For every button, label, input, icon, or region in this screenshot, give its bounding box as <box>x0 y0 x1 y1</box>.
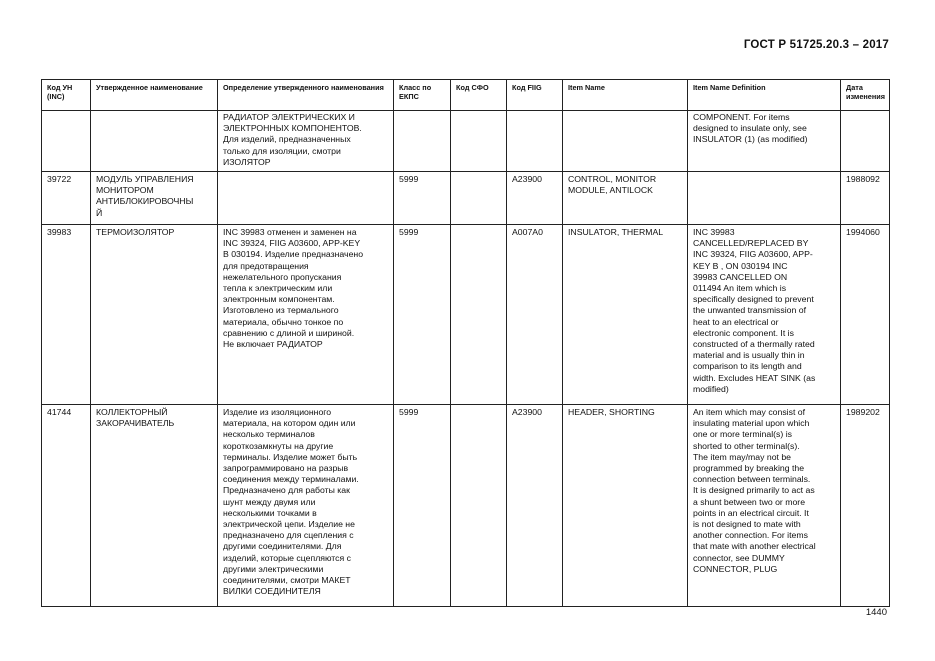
cell-change-date <box>841 111 890 172</box>
cell-item-name: HEADER, SHORTING <box>563 405 688 607</box>
cell-definition-ru: INC 39983 отменен и заменен на INC 39324, FIIG A03600, APP-KEY B 030194. Изделие предназначено для предотвращения нежелательного пропускания тепла к электрическим или электронным компонентам. Изготовлено из термального материала, обычно тонкое по сравнению с длиной и шириной. Не включает РАДИАТОР <box>218 225 394 405</box>
cell-inc: 39722 <box>42 172 91 225</box>
col-header-item-name: Item Name <box>563 80 688 111</box>
cell-item-definition <box>688 172 841 225</box>
cell-item-definition: INC 39983 CANCELLED/REPLACED BY INC 39324, FIIG A03600, APP- KEY B , ON 030194 INC 39983 CANCELLED ON 011494 An item which is specifically designed to prevent the unwanted transmission of heat to an electrical or electronic component. It is constructed of a thermally rated material and is usually thin in comparison to its length and width. Excludes HEAT SINK (as modified) <box>688 225 841 405</box>
col-header-ekps-class: Класс по ЕКПС <box>394 80 451 111</box>
col-header-name-ru: Утвержденное наименование <box>91 80 218 111</box>
cell-change-date: 1989202 <box>841 405 890 607</box>
col-header-definition-ru: Определение утвержденного наименования <box>218 80 394 111</box>
cell-change-date: 1994060 <box>841 225 890 405</box>
table-row <box>42 111 890 172</box>
cell-inc: 41744 <box>42 405 91 607</box>
col-header-item-definition: Item Name Definition <box>688 80 841 111</box>
cell-ekps-class: 5999 <box>394 405 451 607</box>
cell-fiig-code: A23900 <box>507 172 563 225</box>
table-row <box>42 172 890 225</box>
cell-item-definition: COMPONENT. For items designed to insulate only, see INSULATOR (1) (as modified) <box>688 111 841 172</box>
table-header <box>42 80 890 111</box>
table-row <box>42 405 890 607</box>
cell-change-date: 1988092 <box>841 172 890 225</box>
cell-item-definition: An item which may consist of insulating material upon which one or more terminal(s) is shorted to other terminal(s). The item may/may not be programmed by breaking the connection between terminals. It is designed primarily to act as a shunt between two or more points in an electrical circuit. It is not designed to mate with another connection. For items that mate with another electrical connector, see DUMMY CONNECTOR, PLUG <box>688 405 841 607</box>
col-header-fiig-code: Код FIIG <box>507 80 563 111</box>
cell-sfo-code <box>451 172 507 225</box>
cell-sfo-code <box>451 225 507 405</box>
header-row <box>42 80 890 111</box>
catalog-table <box>41 79 890 607</box>
table-body <box>42 111 890 607</box>
cell-fiig-code: A007A0 <box>507 225 563 405</box>
cell-name-ru: МОДУЛЬ УПРАВЛЕНИЯ МОНИТОРОМ АНТИБЛОКИРОВОЧНЫ Й <box>91 172 218 225</box>
cell-item-name: CONTROL, MONITOR MODULE, ANTILOCK <box>563 172 688 225</box>
cell-ekps-class: 5999 <box>394 225 451 405</box>
cell-definition-ru <box>218 172 394 225</box>
col-header-change-date: Дата изменения <box>841 80 890 111</box>
col-header-sfo-code: Код СФО <box>451 80 507 111</box>
cell-fiig-code <box>507 111 563 172</box>
cell-sfo-code <box>451 111 507 172</box>
cell-ekps-class <box>394 111 451 172</box>
cell-name-ru: КОЛЛЕКТОРНЫЙ ЗАКОРАЧИВАТЕЛЬ <box>91 405 218 607</box>
cell-definition-ru: РАДИАТОР ЭЛЕКТРИЧЕСКИХ И ЭЛЕКТРОННЫХ КОМПОНЕНТОВ. Для изделий, предназначенных только для изоляции, смотри ИЗОЛЯТОР <box>218 111 394 172</box>
cell-fiig-code: A23900 <box>507 405 563 607</box>
cell-definition-ru: Изделие из изоляционного материала, на котором один или несколько терминалов короткозамкнуты на другие терминалы. Изделие может быть запрограммировано на разрыв соединения между терминалами. Предназначено для работы как шунт между двумя или несколькими точками в электрической цепи. Изделие не предназначено для сцепления с другими соединителями. Для изделий, которые сцепляются с другими электрическими соединителями, смотри МАКЕТ ВИЛКИ СОЕДИНИТЕЛЯ <box>218 405 394 607</box>
cell-name-ru: ТЕРМОИЗОЛЯТОР <box>91 225 218 405</box>
cell-inc <box>42 111 91 172</box>
cell-inc: 39983 <box>42 225 91 405</box>
page-number: 1440 <box>865 607 887 618</box>
table-row <box>42 225 890 405</box>
cell-item-name <box>563 111 688 172</box>
cell-ekps-class: 5999 <box>394 172 451 225</box>
cell-item-name: INSULATOR, THERMAL <box>563 225 688 405</box>
col-header-inc: Код УН (INC) <box>42 80 91 111</box>
cell-sfo-code <box>451 405 507 607</box>
cell-name-ru <box>91 111 218 172</box>
document-code: ГОСТ Р 51725.20.3 – 2017 <box>743 39 889 51</box>
